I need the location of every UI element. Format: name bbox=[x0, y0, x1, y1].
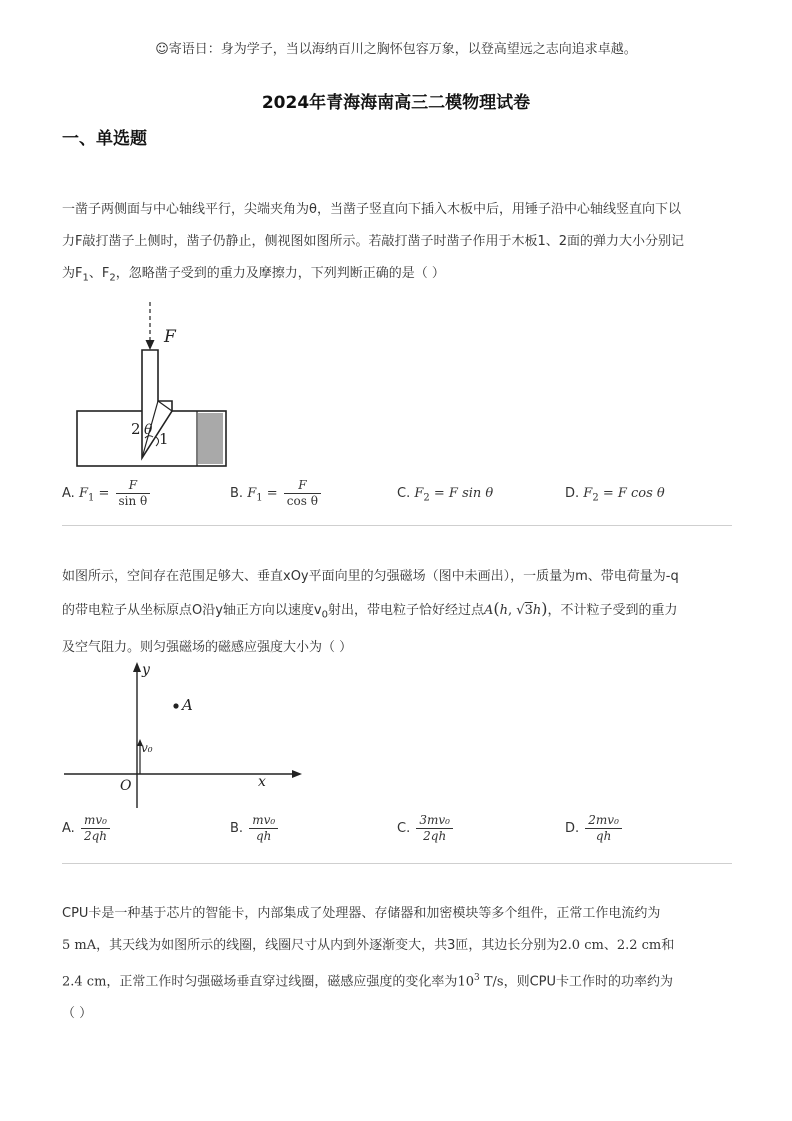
label-v0: v₀ bbox=[141, 741, 153, 755]
separator-2 bbox=[62, 863, 732, 864]
q1-option-b[interactable]: B. $F_1$ = $\frac{F}{\text{cos θ}}$ bbox=[230, 478, 321, 509]
label-y: y bbox=[142, 662, 150, 678]
question-2-line-3: 及空气阻力。则匀强磁场的磁感应强度大小为（ ） bbox=[62, 639, 353, 655]
question-3-line-4: （ ） bbox=[62, 1006, 93, 1022]
y-axis-arrowhead bbox=[133, 662, 141, 672]
coordinate-figure bbox=[62, 660, 307, 810]
question-2-line-2: 的带电粒子从坐标原点O沿y轴正方向以速度$v_0$射出，带电粒子恰好经过点A(h, √3h)，不计粒子受到的重力 bbox=[62, 599, 678, 621]
label-x: x bbox=[258, 774, 266, 790]
question-2-text bbox=[62, 561, 738, 664]
motto-line: ☺寄语日：身为学子，当以海纳百川之胸怀包容万象，以登高望远之志向追求卓越。 bbox=[155, 42, 637, 57]
label-face-1: 1 bbox=[159, 430, 169, 448]
question-1-text bbox=[62, 194, 738, 295]
chisel-figure bbox=[70, 298, 240, 478]
question-3-line-3: 2.4 cm，正常工作时匀强磁场垂直穿过线圈，磁感应强度的变化率为$10^3$ T/s，则CPU卡工作时的功率约为 bbox=[62, 973, 674, 990]
x-axis-arrowhead bbox=[292, 770, 302, 778]
question-1-line-3: 为$F_1$、$F_2$，忽略凿子受到的重力及摩擦力，下列判断正确的是（ ） bbox=[62, 266, 445, 284]
label-theta: θ bbox=[144, 422, 153, 438]
q2-option-d[interactable]: D. $\frac{\text{2mv₀}}{qh}$ bbox=[565, 813, 622, 844]
question-1-line-1: 一凿子两侧面与中心轴线平行，尖端夹角为θ，当凿子竖直向下插入木板中后，用锤子沿中心轴线竖直向下以 bbox=[62, 202, 681, 217]
q2-option-c[interactable]: C. $\frac{\text{3mv₀}}{2qh}$ bbox=[397, 813, 453, 844]
label-A: A bbox=[182, 696, 193, 714]
q2-option-a[interactable]: A. $\frac{\text{mv₀}}{2qh}$ bbox=[62, 813, 110, 844]
q1-option-c[interactable]: C. $F_2 = F$ sin θ bbox=[397, 486, 494, 504]
q1-option-a[interactable]: A. $F_1$ = $\frac{F}{\text{sin θ}}$ bbox=[62, 478, 150, 509]
label-F: F bbox=[164, 327, 176, 347]
question-3-line-1: CPU卡是一种基于芯片的智能卡，内部集成了处理器、存储器和加密模块等多个组件，正常工作电流约为 bbox=[62, 906, 661, 921]
board-shaded-end bbox=[198, 413, 223, 464]
page-title: 2024年青海海南高三二模物理试卷 bbox=[261, 93, 531, 113]
force-arrowhead bbox=[146, 340, 155, 350]
label-face-2: 2 bbox=[131, 420, 141, 438]
question-1-line-2: 力F敲打凿子上侧时，凿子仍静止，侧视图如图所示。若敲打凿子时凿子作用于木板1、2面的弹力大小分别记 bbox=[62, 234, 685, 249]
label-O: O bbox=[120, 778, 132, 794]
q2-option-b[interactable]: B. $\frac{\text{mv₀}}{qh}$ bbox=[230, 813, 278, 844]
q1-option-d[interactable]: D. $F_2 = F$ cos θ bbox=[565, 486, 665, 504]
point-A bbox=[173, 703, 178, 708]
separator-1 bbox=[62, 525, 732, 526]
question-3-line-2: 5 mA，其天线为如图所示的线圈，线圈尺寸从内到外逐渐变大，共3匝，其边长分别为2.0 cm、2.2 cm和 bbox=[62, 938, 675, 953]
question-2-line-1: 如图所示，空间存在范围足够大、垂直xOy平面向里的匀强磁场（图中未画出），一质量为m、带电荷量为-q bbox=[62, 569, 679, 584]
section-heading: 一、单选题 bbox=[62, 129, 147, 149]
question-3-text bbox=[62, 898, 738, 1030]
